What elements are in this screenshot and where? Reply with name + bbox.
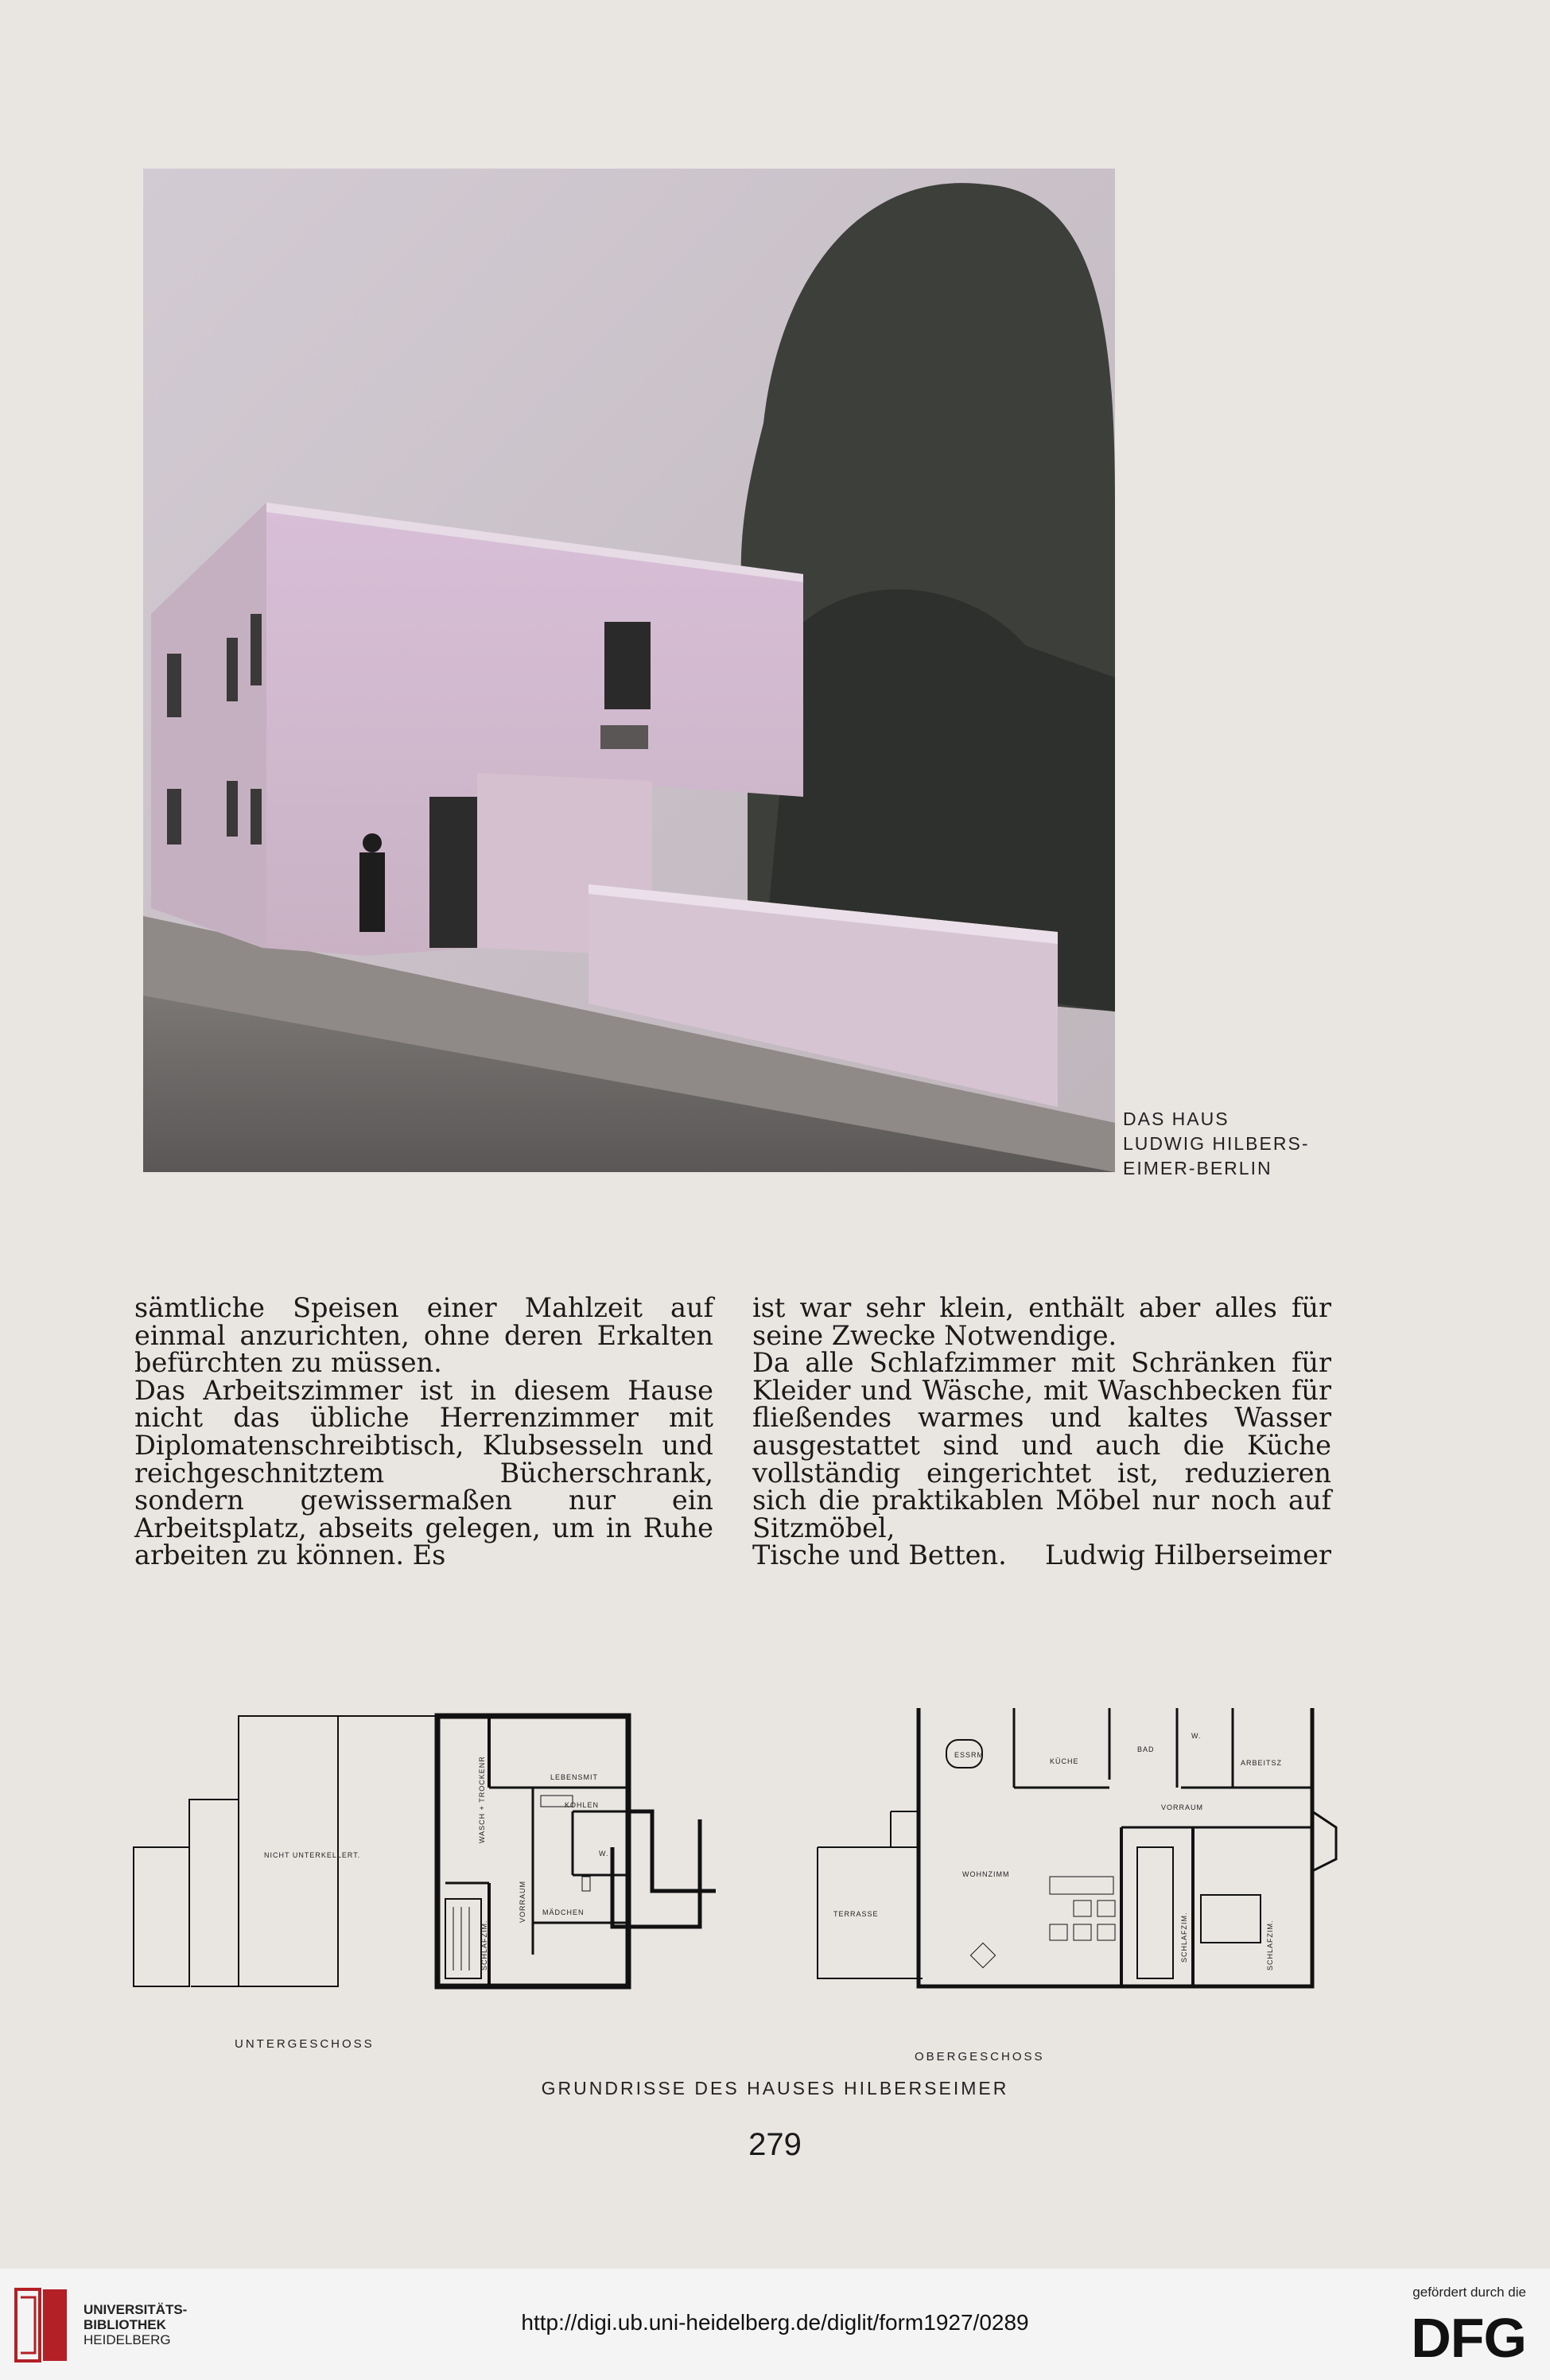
- floor-plans: [127, 1708, 1352, 2058]
- upper-floor-plan: [818, 1708, 1336, 1986]
- paragraph: ist war sehr klein, enthält aber alles für seine Zwecke Notwendige.: [752, 1292, 1331, 1351]
- plans-caption: GRUNDRISSE DES HAUSES HILBERSEIMER: [541, 2078, 1009, 2099]
- photo-caption-line: LUDWIG HILBERS-: [1123, 1133, 1310, 1154]
- label-dining: ESSRM: [954, 1751, 985, 1759]
- paragraph: Das Arbeitszimmer ist in diesem Hause nicht das übliche Herrenzimmer mit Diplomatenschreibtisch, Klubsesseln und reichgeschnitztem Bücherschrank, sondern gewissermaßen nur ein Arbeitsplatz, abseits gelegen, um in Ruhe arbeiten zu können. Es: [134, 1374, 713, 1571]
- funded-by-text: gefördert durch die: [1412, 2285, 1526, 2300]
- source-url-link[interactable]: http://digi.ub.uni-heidelberg.de/diglit/form1927/0289: [521, 2310, 1029, 2335]
- label-wc-lower: W.: [599, 1850, 609, 1858]
- text-column-left: [134, 1292, 713, 1571]
- label-living: WOHNZIMM: [962, 1870, 1010, 1878]
- label-maid: MÄDCHEN: [542, 1908, 585, 1916]
- library-name-line: BIBLIOTHEK: [84, 2317, 166, 2332]
- label-bath: BAD: [1137, 1745, 1155, 1753]
- label-hall-upper: VORRAUM: [1161, 1803, 1204, 1811]
- closing-text: Tische und Betten.: [752, 1539, 1007, 1571]
- author-signature: Ludwig Hilberseimer: [1044, 1539, 1331, 1571]
- footer-bar: [0, 2269, 1550, 2380]
- paragraph: Da alle Schlafzimmer mit Schränken für Kleider und Wäsche, mit Waschbecken für fließendes warmes und kaltes Wasser ausgestattet sind und auch die Küche vollständig eingerichtet ist, reduzieren sich die praktikablen Möbel nur noch auf Sitzmöbel,: [752, 1347, 1331, 1543]
- label-coal: KOHLEN: [565, 1801, 600, 1809]
- label-laundry: WASCH + TROCKENR: [478, 1756, 486, 1843]
- page-number: 279: [748, 2127, 802, 2162]
- photo-caption: [1123, 1107, 1346, 1181]
- library-name-line: UNIVERSITÄTS-: [84, 2302, 188, 2317]
- label-bedroom-2: SCHLAFZIM.: [1266, 1920, 1274, 1970]
- lower-floor-plan: [134, 1716, 716, 1986]
- closing-line: [752, 1539, 1331, 1571]
- label-pantry: LEBENSMIT: [550, 1773, 599, 1781]
- label-study: ARBEITSZ: [1241, 1759, 1283, 1767]
- paragraph: sämtliche Speisen einer Mahlzeit auf einmal anzurichten, ohne deren Erkalten befürchten zu müssen.: [134, 1292, 713, 1379]
- photo-caption-line: DAS HAUS: [1123, 1108, 1230, 1129]
- label-hall-lower: VORRAUM: [519, 1880, 526, 1923]
- label-wc-upper: W.: [1191, 1732, 1202, 1740]
- library-name-line: HEIDELBERG: [84, 2332, 171, 2347]
- dfg-logo: DFG: [1411, 2307, 1526, 2369]
- label-kitchen: KÜCHE: [1050, 1757, 1079, 1765]
- photo-caption-line: EIMER-BERLIN: [1123, 1158, 1272, 1178]
- label-bedroom-1: SCHLAFZIM.: [1180, 1912, 1188, 1963]
- upper-floor-label: OBERGESCHOSS: [915, 2050, 1045, 2064]
- lower-floor-label: UNTERGESCHOSS: [235, 2037, 375, 2051]
- text-column-right: [752, 1292, 1331, 1571]
- label-terrace: TERRASSE: [833, 1910, 879, 1918]
- label-unexcavated: NICHT UNTERKELLERT.: [264, 1851, 361, 1859]
- house-photo: [143, 169, 1115, 1172]
- label-bedroom-lower: SCHLAFZIM.: [480, 1920, 488, 1970]
